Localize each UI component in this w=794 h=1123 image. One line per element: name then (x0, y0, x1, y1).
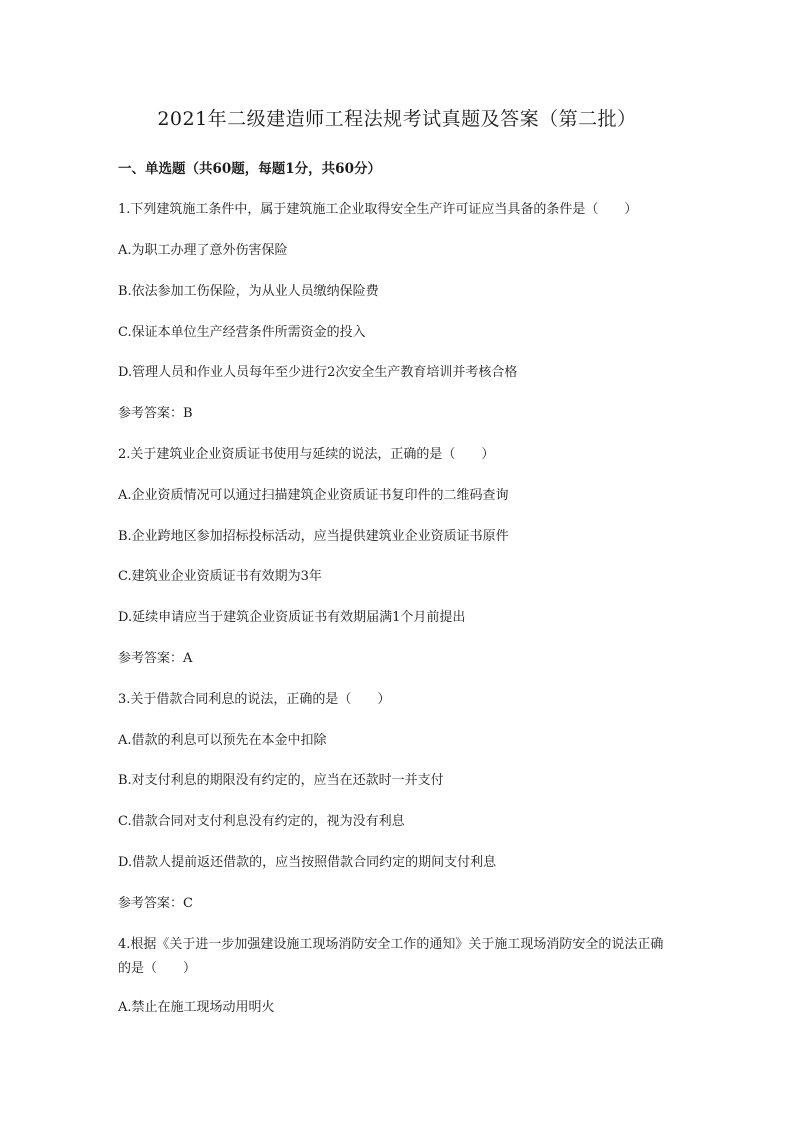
option-3a: A.借款的利息可以预先在本金中扣除 (118, 733, 327, 748)
question-3: 3.关于借款合同利息的说法，正确的是（ ） (118, 692, 391, 707)
option-1c: C.保证本单位生产经营条件所需资金的投入 (118, 325, 366, 340)
question-2: 2.关于建筑业企业资质证书使用与延续的说法，正确的是（ ） (118, 447, 495, 462)
option-3d: D.借款人提前返还借款的，应当按照借款合同约定的期间支付利息 (118, 855, 497, 870)
document-title: 2021年二级建造师工程法规考试真题及答案（第二批） (157, 108, 637, 130)
option-3b: B.对支付利息的期限没有约定的，应当在还款时一并支付 (118, 773, 444, 788)
option-2a: A.企业资质情况可以通过扫描建筑企业资质证书复印件的二维码查询 (118, 488, 509, 503)
option-2b: B.企业跨地区参加招标投标活动，应当提供建筑业企业资质证书原件 (118, 529, 509, 544)
option-2c: C.建筑业企业资质证书有效期为3年 (118, 569, 322, 584)
answer-2: 参考答案：A (118, 651, 193, 666)
option-2d: D.延续申请应当于建筑企业资质证书有效期届满1个月前提出 (118, 610, 466, 625)
answer-1: 参考答案：B (118, 406, 193, 421)
option-3c: C.借款合同对支付利息没有约定的，视为没有利息 (118, 814, 405, 829)
option-1a: A.为职工办理了意外伤害保险 (118, 243, 288, 258)
option-1b: B.依法参加工伤保险，为从业人员缴纳保险费 (118, 284, 379, 299)
question-1: 1.下列建筑施工条件中，属于建筑施工企业取得安全生产许可证应当具备的条件是（ ） (118, 202, 638, 217)
question-4: 4.根据《关于进一步加强建设施工现场消防安全工作的通知》关于施工现场消防安全的说法正确的是（ ） (118, 937, 664, 976)
section-heading: 一、单选题（共60题，每题1分，共60分） (118, 161, 381, 177)
answer-3: 参考答案：C (118, 896, 193, 911)
option-4a: A.禁止在施工现场动用明火 (118, 1000, 275, 1015)
option-1d: D.管理人员和作业人员每年至少进行2次安全生产教育培训并考核合格 (118, 365, 518, 380)
